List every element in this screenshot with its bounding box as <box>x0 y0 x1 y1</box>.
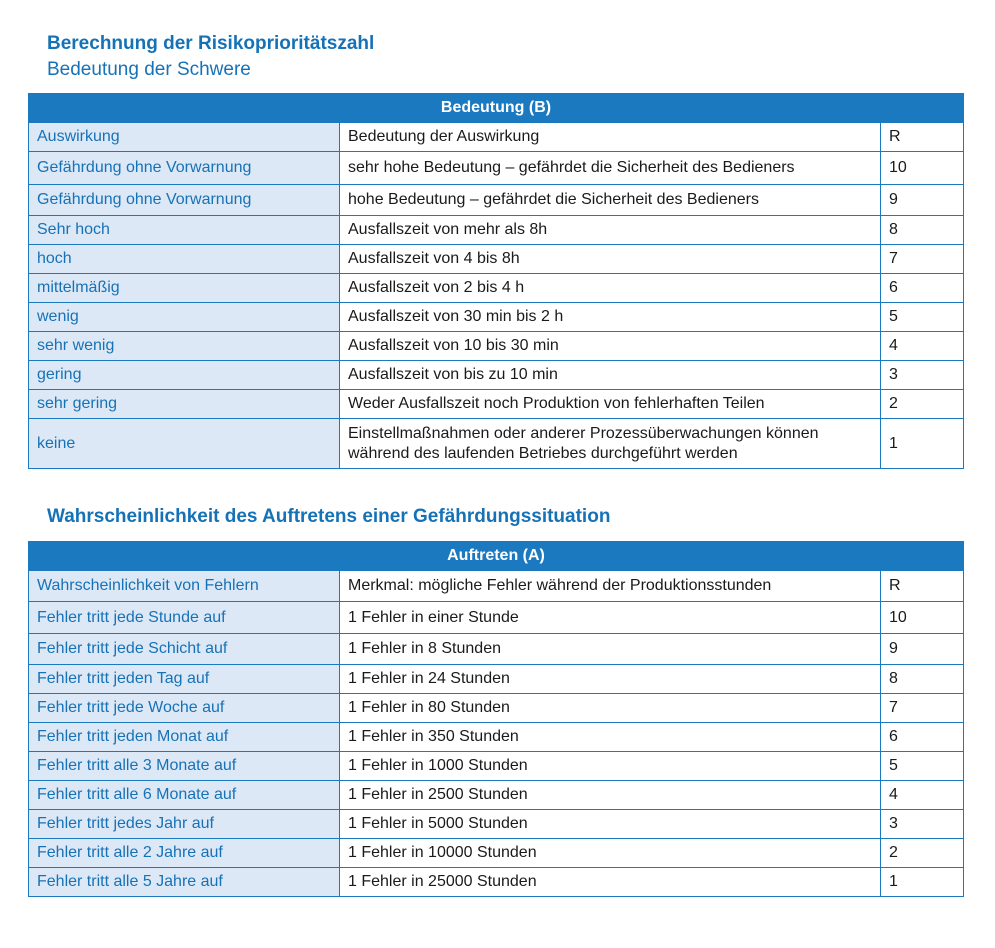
row-description: Ausfallszeit von 30 min bis 2 h <box>340 303 881 332</box>
table-row <box>29 245 964 274</box>
severity-table-header: Bedeutung (B) <box>29 94 964 123</box>
row-label: Fehler tritt alle 5 Jahre auf <box>29 868 340 897</box>
table-row <box>29 868 964 897</box>
row-label: wenig <box>29 303 340 332</box>
row-label: mittelmäßig <box>29 274 340 303</box>
row-label: gering <box>29 361 340 390</box>
row-value: 4 <box>881 332 964 361</box>
row-label: Fehler tritt jedes Jahr auf <box>29 810 340 839</box>
table-row <box>29 602 964 634</box>
row-description: 1 Fehler in 8 Stunden <box>340 634 881 665</box>
row-value: R <box>881 571 964 602</box>
row-description: 1 Fehler in 2500 Stunden <box>340 781 881 810</box>
page-title: Berechnung der Risikoprioritätszahl <box>47 33 375 54</box>
row-label: Fehler tritt jede Schicht auf <box>29 634 340 665</box>
row-description: Ausfallszeit von 4 bis 8h <box>340 245 881 274</box>
row-value: 3 <box>881 810 964 839</box>
row-value: 1 <box>881 868 964 897</box>
row-description: 1 Fehler in 24 Stunden <box>340 665 881 694</box>
row-value: 5 <box>881 303 964 332</box>
section-subtitle: Bedeutung der Schwere <box>47 59 251 80</box>
table-row <box>29 694 964 723</box>
row-description: Ausfallszeit von 10 bis 30 min <box>340 332 881 361</box>
table-row <box>29 665 964 694</box>
row-value: 8 <box>881 665 964 694</box>
table-row <box>29 752 964 781</box>
row-label: sehr gering <box>29 390 340 419</box>
row-label: Fehler tritt jede Woche auf <box>29 694 340 723</box>
table-row <box>29 216 964 245</box>
row-value: 5 <box>881 752 964 781</box>
table-row <box>29 781 964 810</box>
row-value: 6 <box>881 723 964 752</box>
row-value: 2 <box>881 390 964 419</box>
row-label: sehr wenig <box>29 332 340 361</box>
table-row <box>29 634 964 665</box>
row-description: Ausfallszeit von 2 bis 4 h <box>340 274 881 303</box>
row-value: 6 <box>881 274 964 303</box>
row-label: Fehler tritt jede Stunde auf <box>29 602 340 634</box>
row-label: keine <box>29 419 340 469</box>
occurrence-table-header: Auftreten (A) <box>29 542 964 571</box>
row-value: 7 <box>881 245 964 274</box>
row-description: 1 Fehler in 80 Stunden <box>340 694 881 723</box>
row-label: Auswirkung <box>29 123 340 152</box>
table-row <box>29 185 964 216</box>
table-row <box>29 303 964 332</box>
row-description: Einstellmaßnahmen oder anderer Prozessüberwachungen können während des laufenden Betriebes durchgeführt werden <box>340 419 881 469</box>
row-label: Fehler tritt alle 6 Monate auf <box>29 781 340 810</box>
row-label: Gefährdung ohne Vorwarnung <box>29 152 340 185</box>
row-description: Ausfallszeit von bis zu 10 min <box>340 361 881 390</box>
row-value: 10 <box>881 152 964 185</box>
row-label: Sehr hoch <box>29 216 340 245</box>
row-label: Fehler tritt alle 3 Monate auf <box>29 752 340 781</box>
table-row <box>29 419 964 469</box>
row-description: Ausfallszeit von mehr als 8h <box>340 216 881 245</box>
row-description: 1 Fehler in einer Stunde <box>340 602 881 634</box>
row-label: Fehler tritt jeden Tag auf <box>29 665 340 694</box>
row-value: 1 <box>881 419 964 469</box>
table-row <box>29 123 964 152</box>
table-row <box>29 810 964 839</box>
table-row <box>29 274 964 303</box>
row-description: 1 Fehler in 5000 Stunden <box>340 810 881 839</box>
severity-table <box>28 93 964 469</box>
table-row <box>29 839 964 868</box>
row-description: 1 Fehler in 350 Stunden <box>340 723 881 752</box>
row-label: Fehler tritt alle 2 Jahre auf <box>29 839 340 868</box>
row-value: 9 <box>881 185 964 216</box>
table-row <box>29 571 964 602</box>
table-row <box>29 361 964 390</box>
row-description: 1 Fehler in 1000 Stunden <box>340 752 881 781</box>
table-row <box>29 723 964 752</box>
row-label: hoch <box>29 245 340 274</box>
row-value: 3 <box>881 361 964 390</box>
row-description: Merkmal: mögliche Fehler während der Produktionsstunden <box>340 571 881 602</box>
row-description: 1 Fehler in 25000 Stunden <box>340 868 881 897</box>
row-description: Bedeutung der Auswirkung <box>340 123 881 152</box>
occurrence-table <box>28 541 964 897</box>
table-row <box>29 332 964 361</box>
row-value: 4 <box>881 781 964 810</box>
row-value: 8 <box>881 216 964 245</box>
table-row <box>29 152 964 185</box>
row-description: 1 Fehler in 10000 Stunden <box>340 839 881 868</box>
table-row <box>29 390 964 419</box>
row-value: 9 <box>881 634 964 665</box>
row-label: Fehler tritt jeden Monat auf <box>29 723 340 752</box>
row-value: 10 <box>881 602 964 634</box>
row-description: hohe Bedeutung – gefährdet die Sicherheit des Bedieners <box>340 185 881 216</box>
row-value: R <box>881 123 964 152</box>
row-description: Weder Ausfallszeit noch Produktion von fehlerhaften Teilen <box>340 390 881 419</box>
section-title: Wahrscheinlichkeit des Auftretens einer Gefährdungssituation <box>47 506 611 527</box>
row-label: Wahrscheinlichkeit von Fehlern <box>29 571 340 602</box>
row-description: sehr hohe Bedeutung – gefährdet die Sicherheit des Bedieners <box>340 152 881 185</box>
row-value: 2 <box>881 839 964 868</box>
row-label: Gefährdung ohne Vorwarnung <box>29 185 340 216</box>
row-value: 7 <box>881 694 964 723</box>
